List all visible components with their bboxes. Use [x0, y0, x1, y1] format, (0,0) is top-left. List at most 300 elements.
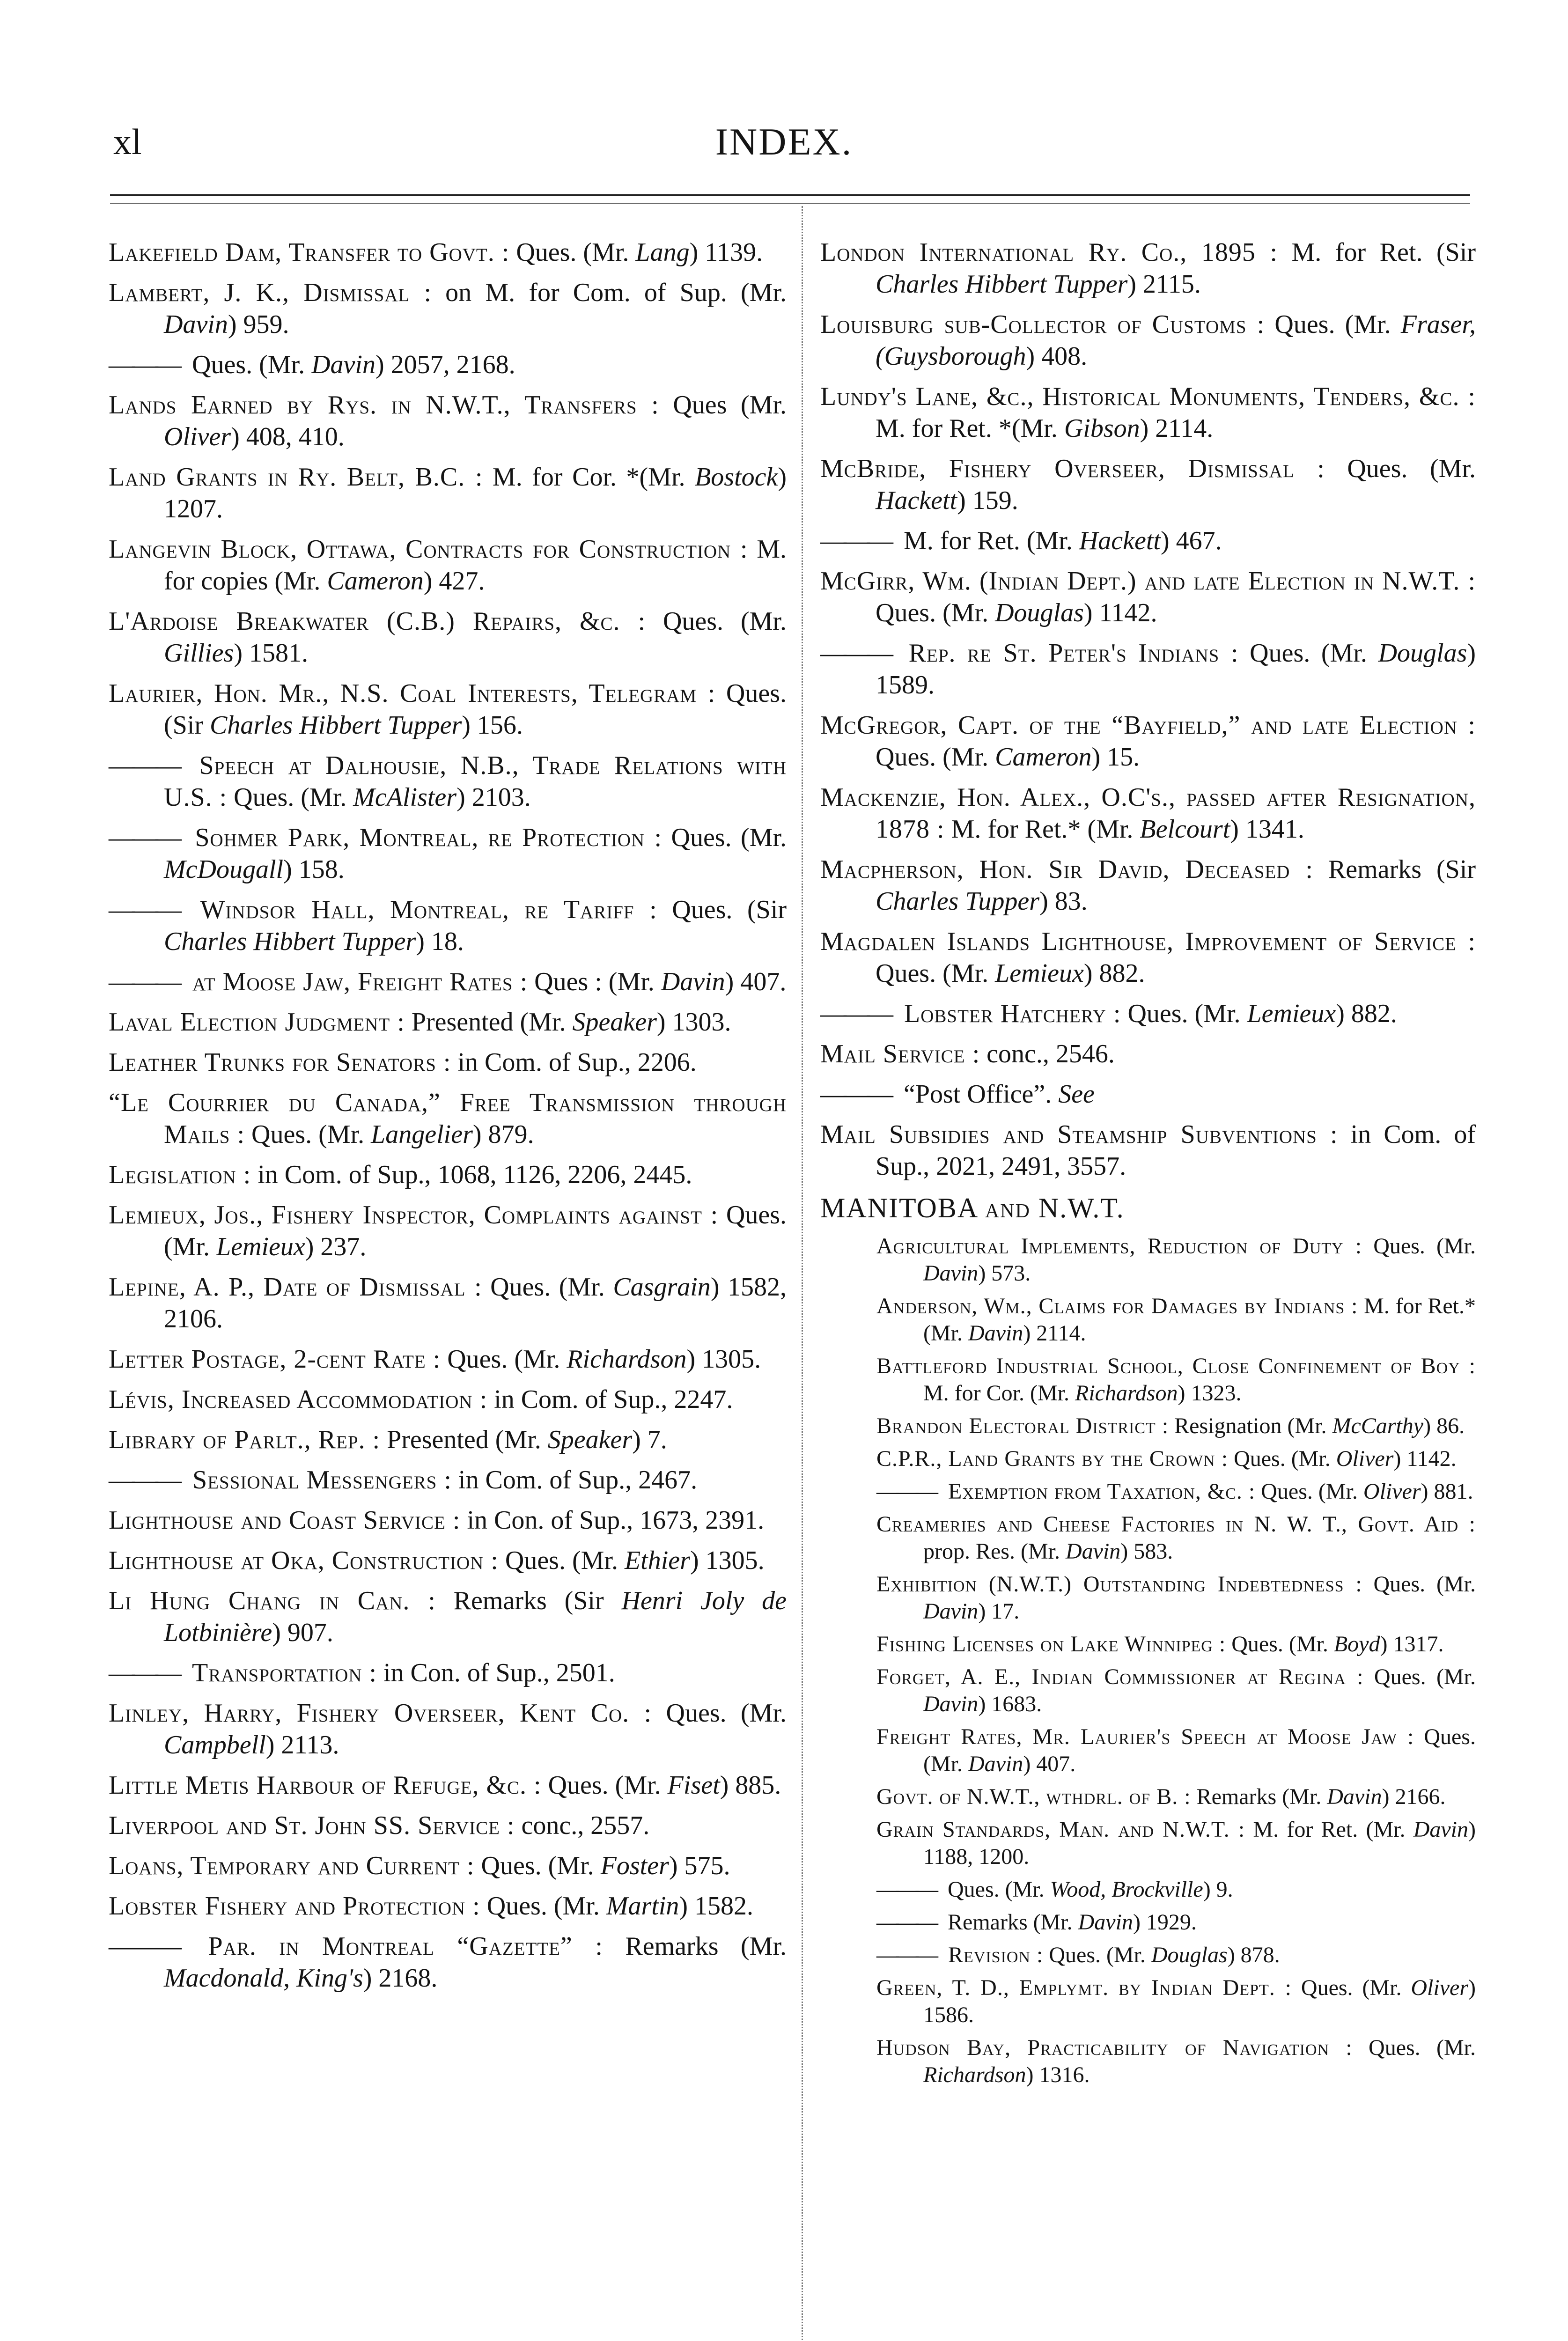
entry-ref: ) 1316.	[1026, 2062, 1090, 2087]
entry-member: Gibson	[1064, 414, 1140, 443]
entry-ref: ) 1317.	[1380, 1632, 1444, 1656]
entry-heading: Mail Subsidies and Steamship Subventions :	[820, 1120, 1338, 1149]
entry-member: Davin	[1065, 1539, 1121, 1564]
index-entry	[876, 1478, 1476, 1505]
index-entry	[109, 1159, 787, 1191]
index-entry	[109, 1890, 787, 1922]
entry-ref: ) 1305.	[686, 1345, 761, 1374]
entry-ref: ) 583.	[1120, 1539, 1173, 1564]
entry-member: Bostock	[695, 463, 778, 492]
entry-ref: ) 17.	[978, 1599, 1020, 1624]
entry-text: Ques. (Mr.	[480, 1892, 606, 1921]
entry-ref: ) 1589.	[876, 639, 1476, 699]
index-entry	[109, 1199, 787, 1263]
entry-text: Presented (Mr.	[405, 1008, 573, 1037]
index-entry	[109, 1930, 787, 1994]
entry-text: Ques. (Mr.	[1325, 454, 1476, 483]
index-entry	[109, 1464, 787, 1496]
entry-heading: Govt. of N.W.T., wthdrl. of B. :	[876, 1784, 1191, 1809]
entry-text: Ques. (Mr.	[942, 1877, 1050, 1902]
entry-heading: Sohmer Park, Montreal, re Protection :	[185, 823, 663, 852]
entry-ref: ) 1207.	[164, 463, 787, 523]
index-entry	[109, 277, 787, 340]
entry-text: Ques. (Mr.	[482, 1273, 613, 1302]
entry-dash: ———	[820, 1080, 891, 1109]
entry-member: Oliver	[1411, 1975, 1469, 2000]
entry-heading: Loans, Temporary and Current :	[109, 1851, 475, 1880]
entry-member: Macdonald, King's	[164, 1964, 363, 1993]
entry-text: Ques. (Mr.	[227, 783, 353, 812]
entry-text: Remarks (Sir	[1313, 855, 1476, 884]
entry-text: Ques. (Mr.	[646, 607, 787, 636]
index-entry	[876, 1353, 1476, 1407]
entry-member: McCarthy	[1332, 1413, 1424, 1438]
entry-text: Ques. (Mr.	[1363, 1664, 1476, 1689]
entry-heading: London International Ry. Co., 1895 :	[820, 238, 1278, 267]
index-entry	[820, 453, 1476, 516]
index-entry	[820, 1119, 1476, 1182]
entry-text: in Com. of Sup., 2206.	[451, 1048, 697, 1077]
entry-ref: ) 1341.	[1230, 815, 1304, 844]
entry-heading: Rep. re St. Peter's Indians :	[897, 639, 1239, 668]
index-entry	[876, 1445, 1476, 1472]
entry-ref: ) 882.	[1336, 999, 1397, 1028]
entry-ref: ) 156.	[462, 711, 523, 740]
entry-text: Remarks (Mr.	[942, 1910, 1078, 1935]
header-rule	[110, 194, 1470, 204]
entry-ref: ) 959.	[228, 310, 289, 339]
entry-dash: ———	[876, 1910, 935, 1935]
entry-heading: Li Hung Chang in Can. :	[109, 1586, 436, 1615]
entry-heading: at Moose Jaw, Freight Rates :	[185, 967, 528, 996]
entry-member: Speaker	[572, 1008, 657, 1037]
entry-heading: Macpherson, Hon. Sir David, Deceased :	[820, 855, 1313, 884]
index-entry	[820, 998, 1476, 1030]
entry-text: Ques. (Mr.	[923, 1724, 1476, 1776]
entry-text: Ques. (Mr.	[876, 743, 995, 772]
entry-member: Martin	[606, 1892, 679, 1921]
entry-ref: ) 1586.	[923, 1975, 1476, 2027]
entry-heading: Exhibition (N.W.T.) Outstanding Indebtedness :	[876, 1572, 1362, 1597]
index-entry	[820, 854, 1476, 917]
index-entry	[109, 677, 787, 741]
entry-text: Ques. (Mr.	[1352, 2035, 1476, 2060]
entry-text: Ques. (Mr.	[441, 1345, 567, 1374]
index-entry	[109, 349, 787, 381]
entry-member: Richardson	[1075, 1381, 1178, 1406]
entry-text: Ques. (Mr.	[652, 1699, 787, 1728]
entry-ref: ) 573.	[978, 1261, 1031, 1286]
entry-member: Boyd	[1333, 1632, 1380, 1656]
entry-member: Davin	[968, 1321, 1023, 1346]
entry-text: Ques. (Mr.	[1362, 1572, 1476, 1597]
entry-member: Hackett	[876, 486, 957, 515]
entry-member: Douglas	[1151, 1943, 1228, 1967]
page-number: xl	[113, 121, 142, 162]
entry-ref: ) 18.	[416, 927, 464, 956]
entry-ref: ) 15.	[1091, 743, 1140, 772]
entry-member: Davin	[1413, 1817, 1469, 1842]
index-entry	[109, 1769, 787, 1801]
page-header	[0, 116, 1568, 177]
index-entry	[109, 1271, 787, 1335]
entry-ref: ) 408, 410.	[231, 422, 345, 451]
entry-heading: Fishing Licenses on Lake Winnipeg :	[876, 1632, 1226, 1656]
entry-member: Ethier	[624, 1546, 690, 1575]
index-entry	[109, 1046, 787, 1078]
entry-heading: Agricultural Implements, Reduction of Duty :	[876, 1234, 1362, 1259]
entry-text: in Con. of Sup., 2501.	[377, 1658, 615, 1687]
entry-ref: ) 2115.	[1127, 270, 1201, 299]
entry-member: Douglas	[1378, 639, 1467, 668]
entry-text: Ques. (Mr.	[1291, 1975, 1411, 2000]
entry-text: Ques. (Mr.	[876, 959, 995, 988]
entry-member: Charles Hibbert Tupper	[210, 711, 462, 740]
entry-member: Lemieux	[995, 959, 1084, 988]
entry-heading: Lévis, Increased Accommodation :	[109, 1385, 488, 1414]
entry-heading: Sessional Messengers :	[185, 1465, 452, 1494]
entry-text: conc., 2546.	[980, 1039, 1115, 1068]
entry-text: Ques. (Sir	[657, 895, 787, 924]
entry-member: Fraser, (Guysborough	[876, 310, 1476, 371]
entry-dash: ———	[876, 1877, 935, 1902]
page-title: INDEX.	[715, 120, 853, 163]
entry-text: M. for Cor. *(Mr.	[483, 463, 695, 492]
entry-heading: Louisburg sub-Collector of Customs :	[820, 310, 1265, 339]
entry-text: in Com. of Sup., 2467.	[451, 1465, 698, 1494]
entry-text: Presented (Mr.	[380, 1425, 548, 1454]
entry-text: M. for Ret. *(Mr.	[876, 414, 1064, 443]
entry-ref: ) 427.	[423, 567, 485, 596]
index-entry	[820, 709, 1476, 773]
entry-member: Speaker	[547, 1425, 633, 1454]
entry-text: in Con. of Sup., 1673, 2391.	[460, 1506, 765, 1535]
entry-member: Henri Joly de Lotbinière	[164, 1586, 787, 1647]
entry-heading: Little Metis Harbour of Refuge, &c. :	[109, 1771, 542, 1800]
index-entry	[876, 1723, 1476, 1778]
entry-text: conc., 2557.	[515, 1811, 650, 1840]
entry-ref: ) 878.	[1227, 1943, 1280, 1967]
index-entry	[109, 1545, 787, 1576]
entry-text: Ques. (Mr.	[1362, 1234, 1476, 1259]
index-entry	[109, 822, 787, 885]
entry-ref: ) 158.	[283, 855, 345, 884]
index-entry	[109, 1504, 787, 1536]
entry-text: Ques. (Mr.	[509, 238, 636, 267]
entry-member: See	[1052, 1080, 1095, 1109]
entry-heading: Revision :	[942, 1943, 1044, 1967]
entry-heading: Freight Rates, Mr. Laurier's Speech at Moose Jaw :	[876, 1724, 1414, 1749]
entry-member: Hackett	[1079, 526, 1161, 555]
entry-dash: ———	[876, 1479, 935, 1504]
entry-member: Davin	[661, 967, 725, 996]
index-entry	[876, 2034, 1476, 2089]
entry-member: Fiset	[667, 1771, 720, 1800]
index-entry	[876, 1233, 1476, 1287]
entry-member: Oliver	[1336, 1446, 1394, 1471]
entry-heading: Lepine, A. P., Date of Dismissal :	[109, 1273, 482, 1302]
entry-heading: McGregor, Capt. of the “Bayfield,” and late Election :	[820, 711, 1476, 740]
entry-heading: Library of Parlt., Rep. :	[109, 1425, 381, 1454]
index-entry	[109, 1343, 787, 1375]
entry-heading: C.P.R., Land Grants by the Crown :	[876, 1446, 1229, 1471]
entry-heading: McBride, Fishery Overseer, Dismissal :	[820, 454, 1325, 483]
manitoba-section-heading: MANITOBA and N.W.T.	[820, 1193, 1125, 1223]
index-entry	[109, 236, 787, 268]
entry-ref: ) 575.	[669, 1851, 730, 1880]
entry-heading: Forget, A. E., Indian Commissioner at Regina :	[876, 1664, 1364, 1689]
entry-text: on M. for Com. of Sup. (Mr.	[432, 278, 787, 307]
entry-ref: ) 407.	[1023, 1752, 1076, 1776]
index-entry	[820, 926, 1476, 989]
entry-heading: McGirr, Wm. (Indian Dept.) and late Election in N.W.T. :	[820, 567, 1476, 596]
entry-heading: Langevin Block, Ottawa, Contracts for Construction :	[109, 535, 748, 564]
entry-ref: ) 467.	[1160, 526, 1222, 555]
entry-text: Ques : (Mr.	[528, 967, 661, 996]
entry-heading: Lundy's Lane, &c., Historical Monuments, Tenders, &c. :	[820, 382, 1476, 411]
entry-ref: ) 1581.	[234, 639, 308, 668]
entry-ref: ) 9.	[1203, 1877, 1233, 1902]
entry-ref: ) 1929.	[1133, 1910, 1197, 1935]
entry-text: Ques. (Mr.	[876, 598, 995, 627]
entry-text: Ques. (Mr.	[1228, 1446, 1336, 1471]
index-entry	[876, 1909, 1476, 1936]
entry-heading: Windsor Hall, Montreal, re Tariff :	[185, 895, 657, 924]
entry-heading: Letter Postage, 2-cent Rate :	[109, 1345, 441, 1374]
entry-text: Ques. (Mr.	[245, 1120, 371, 1149]
entry-heading: Anderson, Wm., Claims for Damages by Indians :	[876, 1294, 1358, 1318]
entry-ref: ) 2114.	[1023, 1321, 1086, 1346]
entry-member: McAlister	[353, 783, 457, 812]
entry-ref: ) 1142.	[1393, 1446, 1457, 1471]
entry-heading: “Le Courrier du Canada,” Free Transmission through Mails :	[109, 1088, 787, 1149]
index-entry	[109, 750, 787, 813]
entry-heading: Magdalen Islands Lighthouse, Improvement of Service :	[820, 927, 1476, 956]
entry-text: Ques. (Mr.	[1043, 1943, 1151, 1967]
manitoba-entries	[820, 1233, 1476, 2089]
index-entry	[820, 236, 1476, 300]
entry-text: “Post Office”.	[897, 1080, 1052, 1109]
entry-heading: Speech at Dalhousie, N.B., Trade Relations with U.S. :	[164, 751, 787, 812]
entry-ref: ) 7.	[632, 1425, 667, 1454]
entry-text: Ques. (Mr.	[1238, 639, 1378, 668]
entry-ref: ) 882.	[1083, 959, 1145, 988]
index-entry	[820, 1078, 1476, 1110]
entry-member: Oliver	[164, 422, 231, 451]
entry-heading: Lobster Hatchery :	[897, 999, 1121, 1028]
entry-heading: Mackenzie, Hon. Alex., O.C's., passed after Resignation, 1878 :	[820, 783, 1476, 844]
entry-heading: Par. in Montreal “Gazette” :	[185, 1932, 603, 1961]
entry-heading: Lighthouse at Oka, Construction :	[109, 1546, 499, 1575]
entry-heading: Lobster Fishery and Protection :	[109, 1892, 480, 1921]
entry-dash: ———	[820, 999, 891, 1028]
entry-text: Remarks (Sir	[435, 1586, 622, 1615]
entry-text: M. for Ret. (Mr.	[897, 526, 1079, 555]
entry-dash: ———	[820, 639, 891, 668]
entry-ref: ) 1188, 1200.	[923, 1817, 1476, 1869]
entry-member: Davin	[923, 1599, 979, 1624]
entry-text: M. for Cor. (Mr.	[923, 1381, 1075, 1406]
entry-member: Cameron	[327, 567, 424, 596]
index-entry	[876, 1571, 1476, 1625]
entry-ref: ) 2114.	[1140, 414, 1214, 443]
index-entry	[876, 1631, 1476, 1658]
index-entry	[109, 1697, 787, 1761]
entry-text: in Com. of Sup., 2021, 2491, 3557.	[876, 1120, 1476, 1181]
entry-text: M. for copies (Mr.	[164, 535, 787, 596]
entry-ref: ) 907.	[272, 1618, 333, 1647]
entry-heading: Leather Trunks for Senators :	[109, 1048, 451, 1077]
entry-heading: Battleford Industrial School, Close Confinement of Boy :	[876, 1354, 1476, 1378]
entry-member: Richardson	[567, 1345, 687, 1374]
entry-heading: Transportation :	[185, 1658, 377, 1687]
index-entry	[109, 533, 787, 597]
entry-member: Davin	[923, 1692, 979, 1716]
entry-heading: Lambert, J. K., Dismissal :	[109, 278, 432, 307]
entry-ref: ) 408.	[1026, 342, 1088, 371]
index-entry	[876, 1974, 1476, 2029]
entry-member: Charles Hibbert Tupper	[164, 927, 416, 956]
index-entry	[109, 1657, 787, 1689]
index-entry	[109, 1006, 787, 1038]
entry-member: McDougall	[164, 855, 284, 884]
entry-text: prop. Res. (Mr.	[923, 1539, 1066, 1564]
entry-member: Douglas	[995, 598, 1084, 627]
entry-text: M. for Ret.* (Mr.	[944, 815, 1140, 844]
entry-member: Gillies	[164, 639, 234, 668]
entry-ref: ) 407.	[725, 967, 787, 996]
entry-heading: Green, T. D., Emplymt. by Indian Dept. :	[876, 1975, 1292, 2000]
index-entry	[109, 1384, 787, 1415]
entry-dash: ———	[820, 526, 891, 555]
index-entry	[876, 1413, 1476, 1440]
index-entry	[109, 894, 787, 957]
entry-ref: ) 1139.	[689, 238, 763, 267]
index-entry	[876, 1511, 1476, 1565]
index-entry	[876, 1876, 1476, 1903]
index-entry	[820, 565, 1476, 629]
index-entry	[109, 1087, 787, 1150]
entry-heading: Brandon Electoral District :	[876, 1413, 1169, 1438]
entry-ref: ) 1582.	[679, 1892, 754, 1921]
entry-text: Ques. (Mr.	[1226, 1632, 1334, 1656]
entry-member: Cameron	[995, 743, 1092, 772]
index-entry	[109, 1424, 787, 1456]
entry-ref: ) 2057, 2168.	[375, 350, 515, 379]
index-entry	[876, 1816, 1476, 1870]
entry-ref: ) 2113.	[265, 1730, 339, 1759]
entry-text: Ques. (Mr.	[474, 1851, 601, 1880]
entry-text: M. for Ret. (Mr.	[1245, 1817, 1413, 1842]
entry-ref: ) 1683.	[978, 1692, 1042, 1716]
entry-text: Ques. (Mr.	[185, 350, 312, 379]
entry-dash: ———	[109, 751, 179, 780]
index-entry	[820, 1038, 1476, 1070]
entry-member: Davin	[1327, 1784, 1382, 1809]
entry-heading: L'Ardoise Breakwater (C.B.) Repairs, &c. :	[109, 607, 646, 636]
entry-dash: ———	[109, 823, 179, 852]
entry-member: Davin	[164, 310, 228, 339]
entry-member: Lemieux	[1247, 999, 1336, 1028]
entry-heading: Laurier, Hon. Mr., N.S. Coal Interests, Telegram :	[109, 679, 716, 708]
entry-member: Langelier	[371, 1120, 473, 1149]
entry-member: Casgrain	[613, 1273, 711, 1302]
entry-member: Davin	[1078, 1910, 1133, 1935]
entry-text: Remarks (Mr.	[1191, 1784, 1327, 1809]
entry-ref: ) 159.	[957, 486, 1018, 515]
entry-text: Ques. (Mr.	[1265, 310, 1401, 339]
entry-heading: Mail Service :	[820, 1039, 980, 1068]
index-entry	[876, 1783, 1476, 1811]
entry-dash: ———	[109, 967, 179, 996]
entry-dash: ———	[109, 350, 179, 379]
entry-ref: ) 2103.	[456, 783, 531, 812]
entry-member: Belcourt	[1140, 815, 1230, 844]
index-entry	[109, 1850, 787, 1882]
entry-member: Foster	[600, 1851, 669, 1880]
entry-text: Ques. (Mr.	[1121, 999, 1247, 1028]
entry-member: Campbell	[164, 1730, 266, 1759]
entry-text: Resignation (Mr.	[1169, 1413, 1332, 1438]
entry-ref: ) 237.	[305, 1232, 367, 1261]
entry-dash: ———	[876, 1943, 935, 1967]
entry-heading: Land Grants in Ry. Belt, B.C. :	[109, 463, 483, 492]
entry-text: Ques (Mr.	[659, 390, 787, 420]
entry-heading: Linley, Harry, Fishery Overseer, Kent Co. :	[109, 1699, 652, 1728]
entry-ref: ) 885.	[720, 1771, 781, 1800]
index-entry	[820, 309, 1476, 372]
column-divider	[802, 206, 803, 2341]
entry-text: in Com. of Sup., 1068, 1126, 2206, 2445.	[251, 1160, 692, 1189]
entry-ref: ) 86.	[1423, 1413, 1465, 1438]
entry-heading: Lighthouse and Coast Service :	[109, 1506, 461, 1535]
index-entry	[109, 389, 787, 453]
index-entry	[109, 1585, 787, 1649]
entry-member: Davin	[923, 1261, 979, 1286]
entry-dash: ———	[109, 1465, 179, 1494]
entry-heading: Lakefield Dam, Transfer to Govt. :	[109, 238, 510, 267]
entry-text: Ques. (Mr.	[541, 1771, 668, 1800]
entry-member: Lemieux	[216, 1232, 305, 1261]
entry-member: Richardson	[923, 2062, 1026, 2087]
entry-heading: Laval Election Judgment :	[109, 1008, 405, 1037]
entry-dash: ———	[109, 1932, 179, 1961]
entry-text: in Com. of Sup., 2247.	[487, 1385, 733, 1414]
entry-ref: ) 879.	[472, 1120, 534, 1149]
entry-dash: ———	[109, 895, 179, 924]
index-entry	[109, 605, 787, 669]
entry-ref: ) 1303.	[656, 1008, 731, 1037]
entry-ref: ) 1142.	[1083, 598, 1157, 627]
entry-text: Ques. (Mr.	[498, 1546, 625, 1575]
index-entry	[876, 1664, 1476, 1718]
entry-heading: Lands Earned by Rys. in N.W.T., Transfers :	[109, 390, 659, 420]
entry-ref: ) 2166.	[1382, 1784, 1446, 1809]
entry-dash: ———	[109, 1658, 179, 1687]
entry-heading: Hudson Bay, Practicability of Navigation :	[876, 2035, 1353, 2060]
right-entries	[820, 236, 1476, 1182]
entry-text: M. for Ret. (Sir	[1277, 238, 1476, 267]
entry-member: Lang	[635, 238, 690, 267]
entry-text: Remarks (Mr.	[603, 1932, 787, 1961]
index-entry	[109, 461, 787, 525]
entry-text: Ques. (Mr.	[1255, 1479, 1363, 1504]
entry-text: M. for Ret.* (Mr.	[923, 1294, 1476, 1346]
entry-ref: ) 2168.	[363, 1964, 438, 1993]
entry-text: Ques. (Sir	[164, 679, 787, 740]
index-entry	[820, 637, 1476, 701]
entry-ref: ) 1305.	[690, 1546, 765, 1575]
